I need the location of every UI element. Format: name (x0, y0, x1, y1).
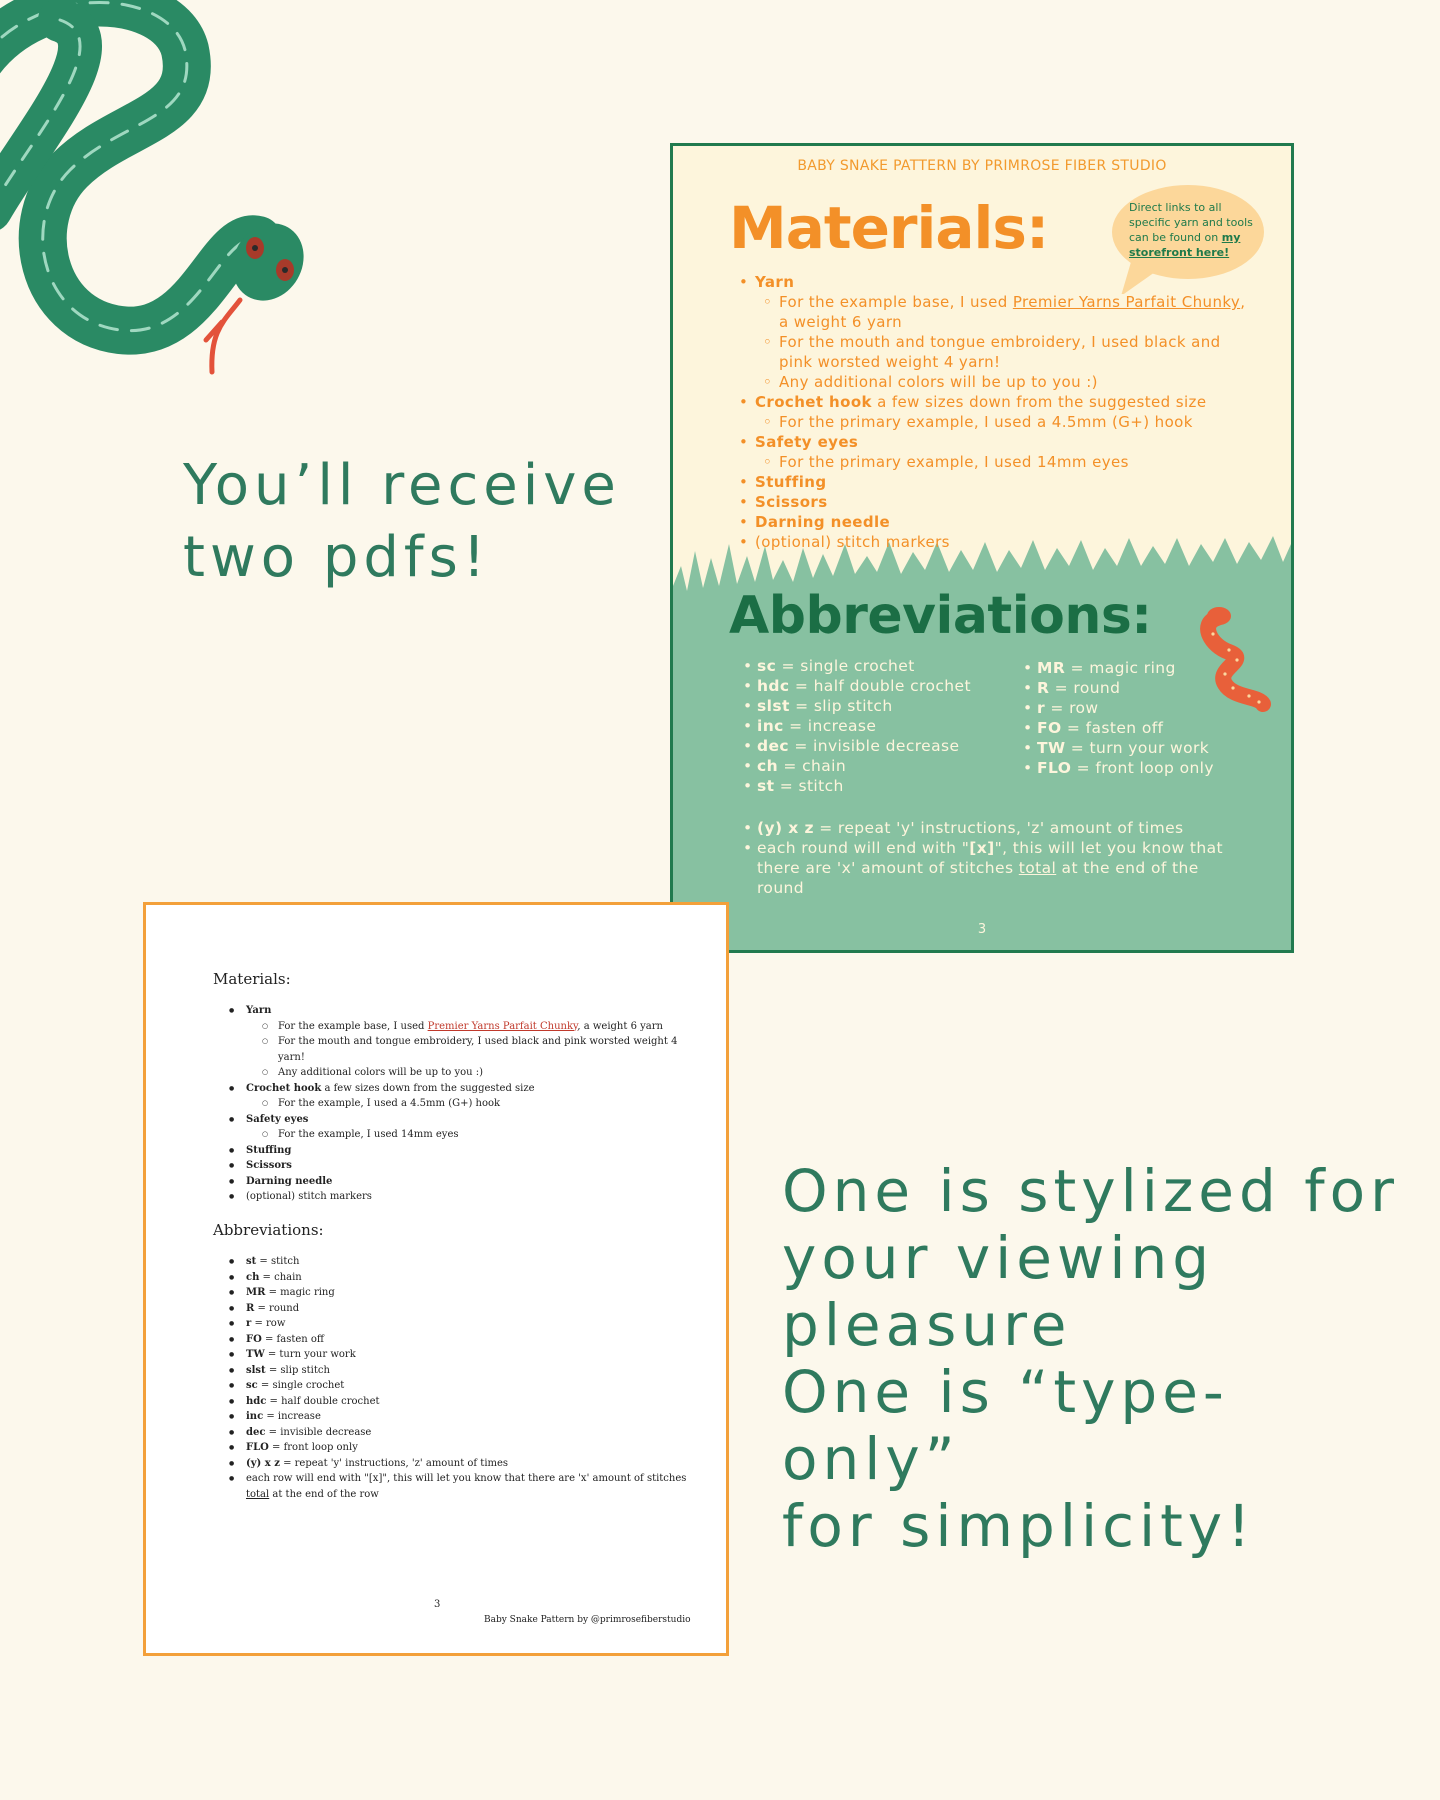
stylized-abbr-col2 (1023, 658, 1214, 778)
stylized-abbr-item: • TW = turn your work (1023, 738, 1214, 758)
stylized-abbr-item: • dec = invisible decrease (743, 736, 971, 756)
stylized-materials-item: • Safety eyes (739, 432, 1259, 452)
stylized-abbr-item: • FLO = front loop only (1023, 758, 1214, 778)
headline-left (183, 450, 643, 594)
plain-abbreviations-list (229, 1254, 689, 1502)
plain-abbr-item: ● dec = invisible decrease (229, 1425, 689, 1441)
type-only-pdf-preview (143, 902, 729, 1656)
storefront-link[interactable]: my storefront here! (1129, 231, 1241, 259)
plain-yarn-link[interactable]: Premier Yarns Parfait Chunky (427, 1020, 578, 1032)
stylized-materials-item: ◦ For the mouth and tongue embroidery, I used black and pink worsted weight 4 yarn! (739, 332, 1259, 372)
plain-materials-item: ● Scissors (229, 1158, 689, 1174)
stylized-materials-item: ◦ For the example base, I used Premier Yarns Parfait Chunky, a weight 6 yarn (739, 292, 1259, 332)
stylized-abbr-item: • FO = fasten off (1023, 718, 1214, 738)
headline-left-line1: You’ll receive (183, 453, 621, 518)
plain-page-number: 3 (434, 1599, 441, 1610)
headline-right-line: One is stylized for (782, 1157, 1399, 1225)
plain-abbr-item: ● hdc = half double crochet (229, 1394, 689, 1410)
plain-materials-item: ○ Any additional colors will be up to you :) (229, 1065, 689, 1081)
plain-abbr-item: ● (y) x z = repeat 'y' instructions, 'z' amount of times (229, 1456, 689, 1472)
plain-footer: Baby Snake Pattern by @primrosefiberstudio (484, 1615, 691, 1625)
plain-materials-item: ○ For the example base, I used Premier Yarns Parfait Chunky, a weight 6 yarn (229, 1019, 689, 1035)
stylized-note-repeat: • (y) x z = repeat 'y' instructions, 'z' amount of times (743, 818, 1223, 838)
stylized-materials-title: Materials: (729, 194, 1049, 262)
stylized-materials-item: • Crochet hook a few sizes down from the suggested size (739, 392, 1259, 412)
stylized-abbr-item: • slst = slip stitch (743, 696, 971, 716)
plain-abbr-note: ● each row will end with "[x]", this will let you know that there are 'x' amount of stitches total at the end of the row (229, 1471, 689, 1502)
plain-abbr-item: ● FO = fasten off (229, 1332, 689, 1348)
stylized-abbr-item: • r = row (1023, 698, 1214, 718)
stylized-abbr-item: • ch = chain (743, 756, 971, 776)
plain-abbr-item: ● ch = chain (229, 1270, 689, 1286)
stylized-abbr-notes (743, 818, 1223, 898)
plain-materials-item: ○ For the mouth and tongue embroidery, I used black and pink worsted weight 4 yarn! (229, 1034, 689, 1065)
yarn-link[interactable]: Premier Yarns Parfait Chunky (1012, 293, 1241, 311)
plain-abbr-item: ● R = round (229, 1301, 689, 1317)
stylized-abbr-item: • sc = single crochet (743, 656, 971, 676)
headline-right-line: One is “type-only” (782, 1358, 1229, 1493)
headline-left-line2: two pdfs! (183, 525, 491, 590)
stylized-abbr-item: • MR = magic ring (1023, 658, 1214, 678)
stylized-materials-item: • Darning needle (739, 512, 1259, 532)
stylized-materials-item: • Yarn (739, 272, 1259, 292)
plain-abbr-item: ● r = row (229, 1316, 689, 1332)
speech-bubble-text: Direct links to all specific yarn and tools can be found on my storefront here! (1129, 201, 1253, 259)
stylized-abbr-col1 (743, 656, 971, 796)
stylized-abbr-item: • R = round (1023, 678, 1214, 698)
stylized-page-number: 3 (977, 922, 987, 937)
plain-abbreviations-title: Abbreviations: (213, 1221, 324, 1239)
stylized-header: BABY SNAKE PATTERN BY PRIMROSE FIBER STUDIO (797, 158, 1167, 174)
stylized-abbr-item: • st = stitch (743, 776, 971, 796)
stylized-note-rounds: • each round will end with "[x]", this will let you know that there are 'x' amount of stitches total at the end of the round (743, 838, 1223, 898)
plain-abbr-item: ● inc = increase (229, 1409, 689, 1425)
stylized-materials-item: • (optional) stitch markers (739, 532, 1259, 552)
speech-bubble (1111, 184, 1265, 280)
stylized-abbr-item: • hdc = half double crochet (743, 676, 971, 696)
plain-materials-list (229, 1003, 689, 1205)
stylized-pdf-preview (670, 143, 1294, 953)
plain-materials-item: ○ For the example, I used a 4.5mm (G+) hook (229, 1096, 689, 1112)
plain-abbr-item: ● slst = slip stitch (229, 1363, 689, 1379)
snake-illustration (0, 0, 340, 390)
plain-materials-item: ● Stuffing (229, 1143, 689, 1159)
plain-materials-item: ○ For the example, I used 14mm eyes (229, 1127, 689, 1143)
stylized-abbreviations-title: Abbreviations: (729, 586, 1152, 646)
headline-right-line: your viewing (782, 1224, 1215, 1292)
headline-right-line: for simplicity! (782, 1492, 1256, 1560)
plain-materials-item: ● Yarn (229, 1003, 689, 1019)
plain-abbr-item: ● TW = turn your work (229, 1347, 689, 1363)
plain-abbr-item: ● st = stitch (229, 1254, 689, 1270)
stylized-materials-item: ◦ For the primary example, I used a 4.5mm (G+) hook (739, 412, 1259, 432)
plain-materials-item: ● Crochet hook a few sizes down from the suggested size (229, 1081, 689, 1097)
stylized-materials-item: ◦ For the primary example, I used 14mm eyes (739, 452, 1259, 472)
plain-abbr-item: ● sc = single crochet (229, 1378, 689, 1394)
plain-materials-item: ● Darning needle (229, 1174, 689, 1190)
stylized-materials-list (739, 272, 1259, 552)
plain-materials-title: Materials: (213, 970, 291, 988)
plain-abbr-item: ● MR = magic ring (229, 1285, 689, 1301)
stylized-abbr-item: • inc = increase (743, 716, 971, 736)
plain-abbr-item: ● FLO = front loop only (229, 1440, 689, 1456)
headline-right (782, 1158, 1402, 1560)
plain-materials-item: ● (optional) stitch markers (229, 1189, 689, 1205)
plain-materials-item: ● Safety eyes (229, 1112, 689, 1128)
stylized-materials-item: ◦ Any additional colors will be up to you :) (739, 372, 1259, 392)
stylized-materials-item: • Stuffing (739, 472, 1259, 492)
stylized-materials-item: • Scissors (739, 492, 1259, 512)
headline-right-line: pleasure (782, 1291, 1072, 1359)
